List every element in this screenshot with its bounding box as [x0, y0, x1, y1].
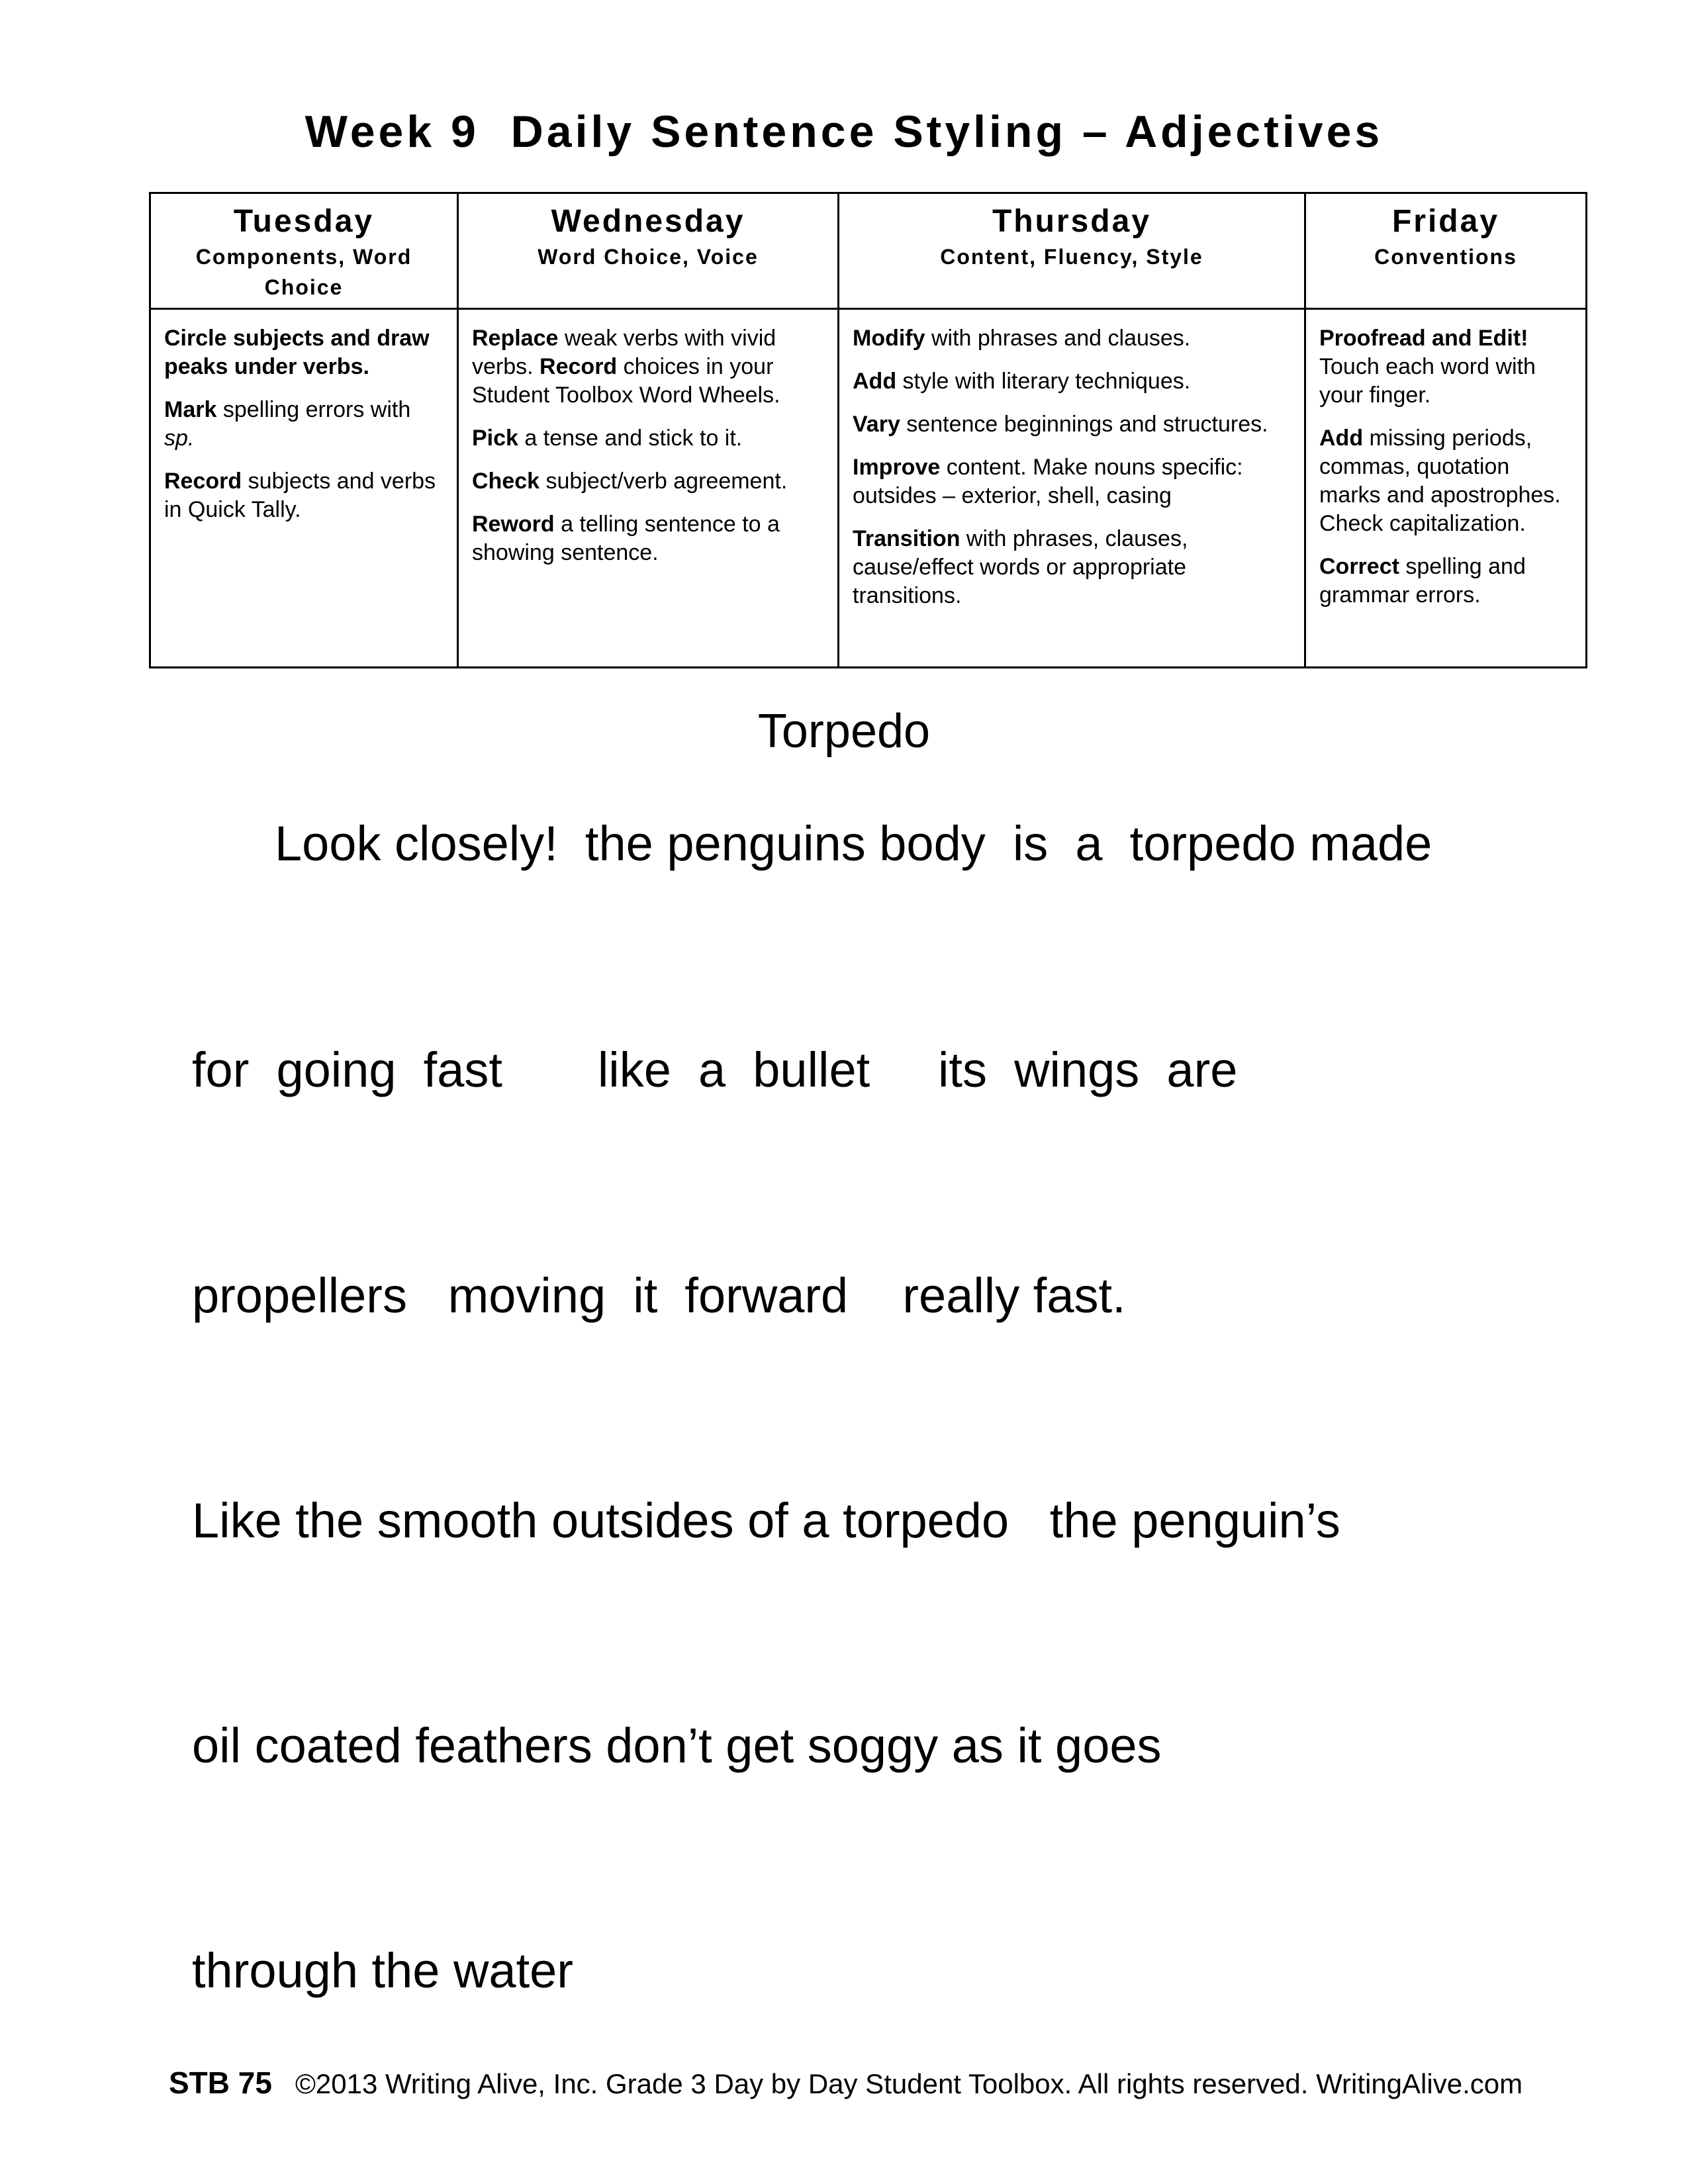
- instruction-keyword: Mark: [164, 397, 217, 422]
- day-focus: Word Choice, Voice: [538, 245, 759, 269]
- instruction-text: weak verbs with vivid verbs.: [472, 326, 776, 379]
- instruction-keyword: Proofread and Edit!: [1319, 326, 1528, 351]
- instruction-keyword: Circle subjects and draw peaks under verbs.: [164, 326, 430, 379]
- schedule-table: [149, 192, 1587, 668]
- instruction: [164, 467, 444, 524]
- instruction-keyword: Reword: [472, 512, 555, 537]
- instruction-keyword: Record: [539, 354, 618, 379]
- instruction-text: Touch each word with your finger.: [1319, 354, 1536, 408]
- instruction-text: a telling sentence to a showing sentence.: [472, 512, 780, 565]
- instruction: [1319, 424, 1572, 538]
- instruction-text: with phrases, clauses, cause/effect words or appropriate transitions.: [853, 526, 1188, 608]
- day-name: Thursday: [992, 204, 1152, 239]
- instruction-keyword: Add: [1319, 426, 1364, 451]
- instruction: [472, 510, 824, 567]
- instruction: [853, 453, 1291, 510]
- instruction: [853, 410, 1291, 439]
- instruction: [472, 424, 824, 453]
- day-cell-wednesday: [458, 309, 839, 668]
- instruction: [1319, 553, 1572, 610]
- instruction: [853, 525, 1291, 610]
- instruction-keyword: Record: [164, 469, 242, 494]
- day-cell-thursday: [839, 309, 1305, 668]
- schedule-body-row: [150, 309, 1587, 668]
- day-header-thursday: [839, 193, 1305, 309]
- schedule-header-row: [150, 193, 1587, 309]
- footer-page-code: STB 75: [169, 2066, 272, 2100]
- instruction: [853, 367, 1291, 396]
- story-line: for going fast like a bullet its wings are: [192, 1042, 1238, 1097]
- instruction-text: a tense and stick to it.: [518, 426, 743, 451]
- instruction-text: subject/verb agreement.: [539, 469, 788, 494]
- day-cell-tuesday: [150, 309, 458, 668]
- day-name: Friday: [1391, 204, 1500, 239]
- instruction-keyword: Replace: [472, 326, 559, 351]
- instruction-keyword: Vary: [853, 412, 900, 437]
- story-line: Like the smooth outsides of a torpedo the penguin’s: [192, 1493, 1340, 1548]
- day-cell-friday: [1305, 309, 1587, 668]
- day-name: Wednesday: [551, 204, 745, 239]
- instruction-text: sentence beginnings and structures.: [900, 412, 1268, 437]
- instruction-text: spelling and grammar errors.: [1319, 554, 1526, 608]
- instruction-text: choices in your Student Toolbox Word Wheels.: [472, 354, 780, 408]
- day-header-friday: [1305, 193, 1587, 309]
- instruction-keyword: Add: [853, 369, 897, 394]
- instruction-text: content. Make nouns specific: outsides – exterior, shell, casing: [853, 455, 1243, 508]
- instruction-keyword: Pick: [472, 426, 518, 451]
- instruction: [164, 396, 444, 453]
- instruction-text: style with literary techniques.: [896, 369, 1191, 394]
- instruction-keyword: Transition: [853, 526, 961, 551]
- page-footer: [169, 2065, 1523, 2101]
- instruction-text: subjects and verbs in Quick Tally.: [164, 469, 436, 522]
- instruction-italic-text: sp.: [164, 426, 195, 451]
- story-line: through the water: [192, 1943, 573, 1998]
- story-title: Torpedo: [757, 705, 931, 758]
- instruction-keyword: Improve: [853, 455, 941, 480]
- instruction: [472, 467, 824, 496]
- instruction-text: spelling errors with: [216, 397, 411, 422]
- day-name: Tuesday: [233, 204, 375, 239]
- instruction-keyword: Correct: [1319, 554, 1399, 579]
- story-line: Look closely! the penguins body is a torpedo made: [275, 816, 1432, 871]
- instruction-text: missing periods, commas, quotation marks and apostrophes. Check capitalization.: [1319, 426, 1561, 536]
- day-focus: Conventions: [1374, 245, 1517, 269]
- story-line: oil coated feathers don’t get soggy as it goes: [192, 1718, 1162, 1773]
- page-title: Week 9 Daily Sentence Styling – Adjectives: [305, 107, 1383, 157]
- instruction-keyword: Check: [472, 469, 540, 494]
- instruction: [1319, 324, 1572, 410]
- instruction-text: with phrases and clauses.: [925, 326, 1191, 351]
- instruction-keyword: Modify: [853, 326, 925, 351]
- story-line: propellers moving it forward really fast.: [192, 1268, 1126, 1323]
- day-focus: Components, Word Choice: [195, 245, 412, 299]
- day-header-tuesday: [150, 193, 458, 309]
- day-header-wednesday: [458, 193, 839, 309]
- day-focus: Content, Fluency, Style: [940, 245, 1203, 269]
- instruction: [853, 324, 1291, 353]
- instruction: [164, 324, 444, 381]
- instruction: [472, 324, 824, 410]
- footer-copyright: ©2013 Writing Alive, Inc. Grade 3 Day by Day Student Toolbox. All rights reserved. WritingAlive.com: [271, 2068, 1523, 2099]
